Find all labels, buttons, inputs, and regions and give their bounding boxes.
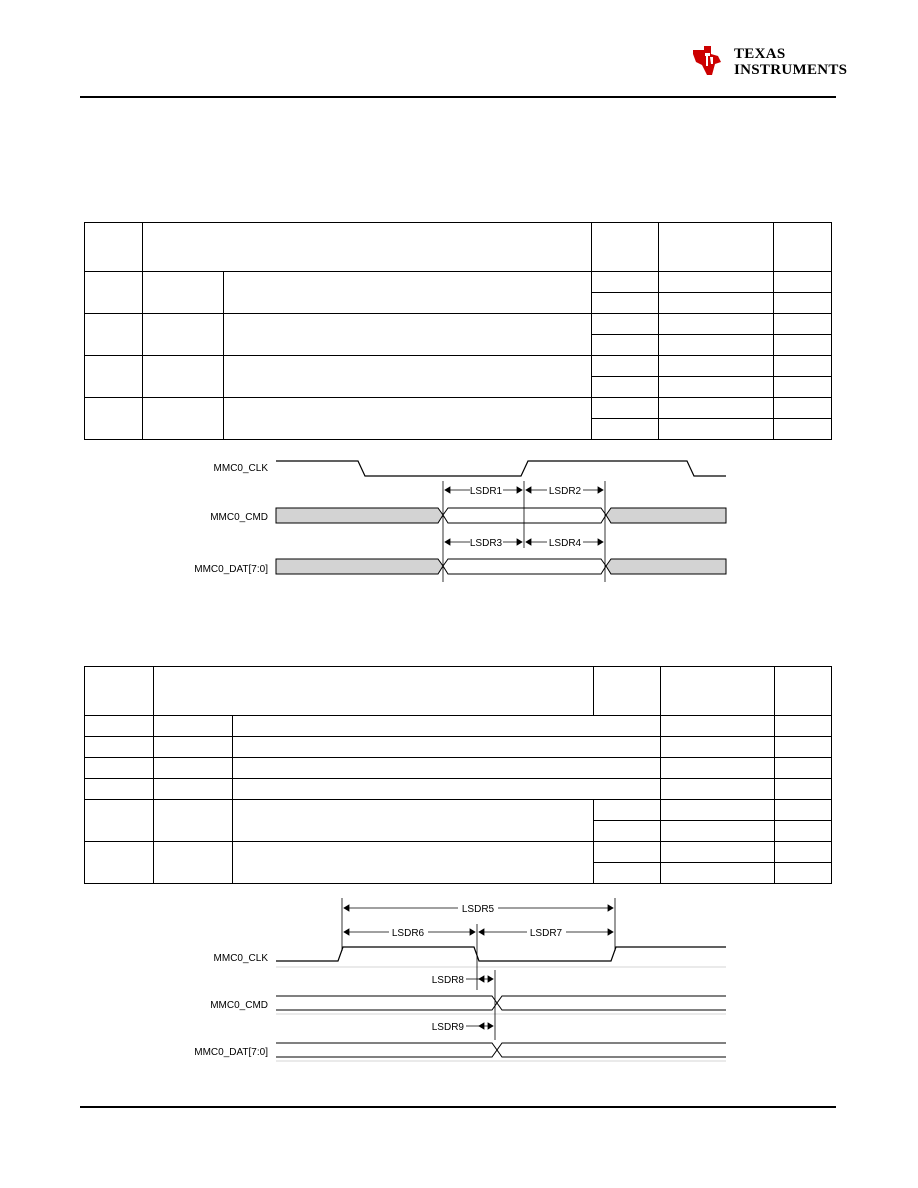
cmd-waveform bbox=[276, 996, 726, 1010]
lsdr1-label: LSDR1 bbox=[469, 486, 503, 497]
signal-label-dat: MMC0_DAT[7:0] bbox=[194, 1047, 268, 1058]
lsdr5-label: LSDR5 bbox=[461, 904, 495, 915]
footer-rule bbox=[80, 1106, 836, 1108]
lsdr6-label: LSDR6 bbox=[391, 928, 425, 939]
lsdr9-dimension bbox=[466, 1023, 493, 1029]
lsdr9-label: LSDR9 bbox=[431, 1022, 464, 1033]
logo-text-line2: INSTRUMENTS bbox=[734, 62, 848, 78]
lsdr2-label: LSDR2 bbox=[548, 486, 582, 497]
signal-label-cmd: MMC0_CMD bbox=[210, 512, 268, 523]
signal-label-clk: MMC0_CLK bbox=[213, 463, 268, 474]
lsdr8-dimension bbox=[466, 976, 493, 982]
signal-label-dat: MMC0_DAT[7:0] bbox=[194, 564, 268, 575]
logo-text-line1: TEXAS bbox=[734, 46, 786, 62]
lsdr7-label: LSDR7 bbox=[529, 928, 563, 939]
reference-lines bbox=[342, 898, 615, 1040]
lsdr8-label: LSDR8 bbox=[431, 975, 464, 986]
signal-label-cmd: MMC0_CMD bbox=[210, 1000, 268, 1011]
dat-waveform bbox=[276, 1043, 726, 1057]
lsdr4-label: LSDR4 bbox=[548, 538, 582, 549]
signal-label-clk: MMC0_CLK bbox=[213, 953, 268, 964]
lsdr3-label: LSDR3 bbox=[469, 538, 503, 549]
clk-waveform bbox=[276, 947, 726, 961]
